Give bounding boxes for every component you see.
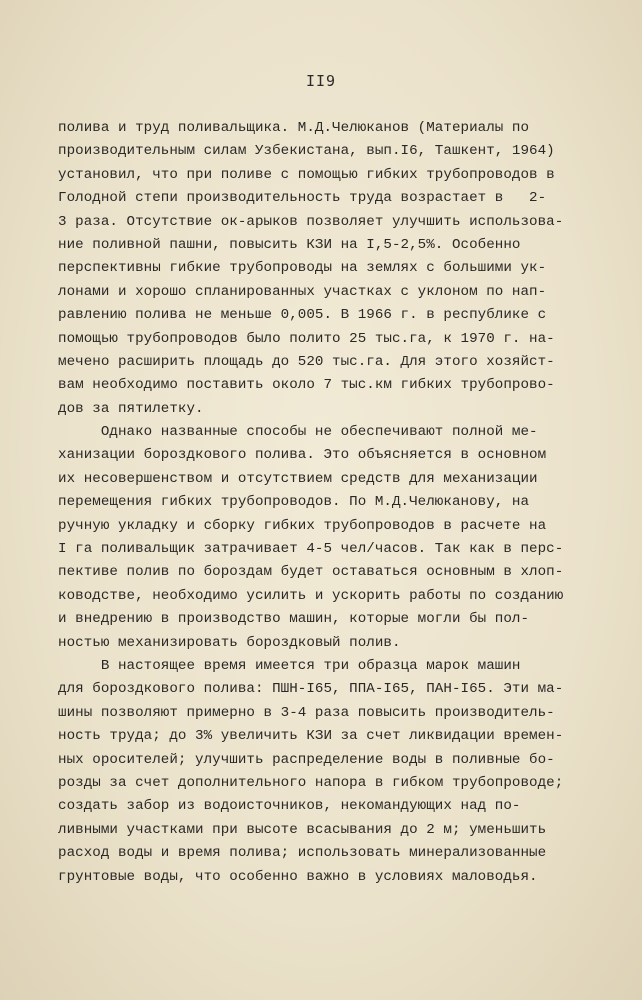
text-line: ханизации бороздкового полива. Это объясняется в основном (58, 447, 547, 464)
text-line: розды за счет дополнительного напора в гибком трубопроводе; (58, 774, 564, 791)
text-line: расход воды и время полива; использовать минерализованные (58, 845, 547, 862)
text-line: ность труда; до 3% увеличить КЗИ за счет ликвидации времен- (58, 728, 564, 745)
text-line: перспективны гибкие трубопроводы на землях с большими ук- (58, 260, 547, 277)
text-line: пективе полив по бороздам будет оставаться основным в хлоп- (58, 564, 564, 581)
text-line: помощью трубопроводов было полито 25 тыс.га, к 1970 г. на- (58, 330, 555, 347)
text-line: I га поливальщик затрачивает 4-5 чел/часов. Так как в перс- (58, 541, 564, 558)
text-line: ливными участками при высоте всасывания до 2 м; уменьшить (58, 821, 547, 838)
text-line: дов за пятилетку. (58, 400, 204, 417)
page-number: II9 (305, 72, 337, 90)
text-line: производительным силам Узбекистана, вып.I6, Ташкент, 1964) (58, 143, 555, 160)
text-line: равлению полива не меньше 0,005. В 1966 г. в республике с (58, 307, 547, 324)
text-line: Однако названные способы не обеспечивают полной ме- (58, 424, 538, 441)
text-line: ностью механизировать бороздковый полив. (58, 634, 401, 651)
text-line: лонами и хорошо спланированных участках с уклоном по нап- (58, 283, 547, 300)
text-line: грунтовые воды, что особенно важно в условиях маловодья. (58, 868, 538, 885)
text-line: ных оросителей; улучшить распределение воды в поливные бо- (58, 751, 555, 768)
text-line: вам необходимо поставить около 7 тыс.км гибких трубопрово- (58, 377, 555, 394)
text-line: 3 раза. Отсутствие ок-арыков позволяет улучшить использова- (58, 213, 564, 230)
text-line: их несовершенством и отсутствием средств для механизации (58, 470, 538, 487)
text-line: полива и труд поливальщика. М.Д.Челюканов (Материалы по (58, 120, 530, 136)
text-line: для бороздкового полива: ПШН-I65, ППА-I65, ПАН-I65. Эти ма- (58, 681, 564, 698)
text-line: В настоящее время имеется три образца марок машин (58, 657, 521, 674)
text-line: и внедрению в производство машин, которые могли бы пол- (58, 611, 530, 628)
text-line: перемещения гибких трубопроводов. По М.Д.Челюканову, на (58, 494, 530, 511)
text-line: ние поливной пашни, повысить КЗИ на I,5-2,5%. Особенно (58, 236, 521, 253)
text-line: Голодной степи производительность труда возрастает в 2- (58, 190, 547, 207)
text-line: шины позволяют примерно в 3-4 раза повысить производитель- (58, 704, 555, 721)
text-line: мечено расширить площадь до 520 тыс.га. Для этого хозяйст- (58, 353, 555, 370)
text-line: установил, что при поливе с помощью гибких трубопроводов в (58, 166, 555, 183)
text-line: ководстве, необходимо усилить и ускорить работы по созданию (58, 587, 564, 604)
text-line: ручную укладку и сборку гибких трубопроводов в расчете на (58, 517, 547, 534)
body-text (58, 117, 606, 889)
text-line: создать забор из водоисточников, некомандующих над по- (58, 798, 521, 815)
